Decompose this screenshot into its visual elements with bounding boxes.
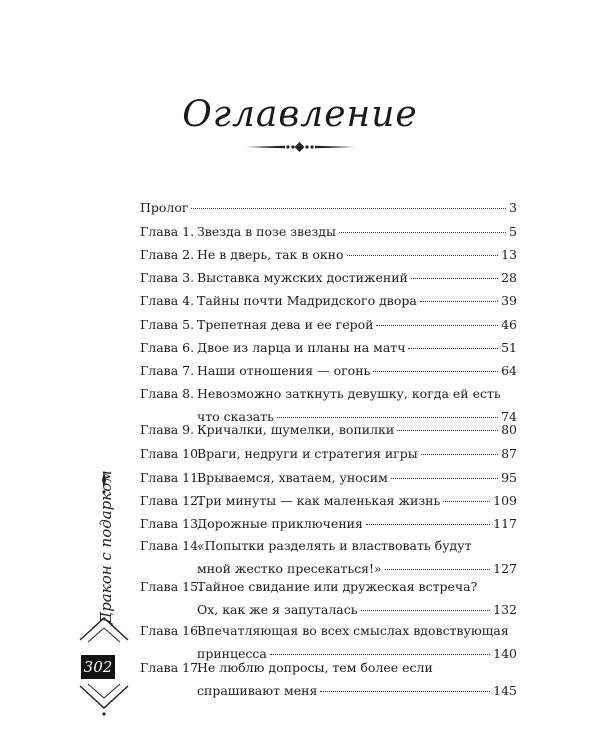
toc-entry-page: 5 (509, 224, 517, 239)
page-number: 302 (81, 655, 115, 679)
toc-entry-title: Пролог (140, 200, 189, 215)
toc-entry-page: 80 (501, 422, 517, 437)
toc-entry-page: 64 (501, 363, 517, 378)
toc-entry-page: 46 (501, 317, 517, 332)
toc-entry-title: Дорожные приключения (197, 516, 363, 531)
chapter-label: Глава 9. (140, 422, 195, 437)
dot-leader (361, 610, 491, 611)
dot-leader (320, 691, 490, 692)
dot-leader (376, 325, 498, 326)
chapter-label: Глава 6. (140, 340, 195, 355)
toc-entry-page: 140 (493, 646, 517, 661)
toc-entry-title: Не в дверь, так в окно (197, 247, 344, 262)
toc-entry-page: 74 (501, 409, 517, 424)
toc-entry-title: Выставка мужских достижений (197, 270, 408, 285)
chapter-label: Глава 13. (140, 516, 203, 531)
toc-entry-title: Впечатляющая во всех смыслах вдовствующая (197, 623, 509, 638)
toc-entry-title: Тайное свидание или дружеская встреча? (197, 579, 478, 594)
dot-leader (191, 208, 506, 209)
toc-entry-page: 95 (501, 470, 517, 485)
dot-leader (420, 301, 498, 302)
toc-entry-page: 51 (501, 340, 517, 355)
dot-leader (421, 454, 498, 455)
dot-leader (391, 478, 498, 479)
toc-entry-page: 132 (493, 602, 517, 617)
chapter-label: Глава 4. (140, 293, 195, 308)
dot-leader (347, 255, 499, 256)
dot-leader (443, 501, 490, 502)
dot-leader (411, 278, 498, 279)
chapter-label: Глава 1. (140, 224, 195, 239)
dot-leader (366, 524, 490, 525)
chapter-label: Глава 5. (140, 317, 195, 332)
toc-entry-title: Невозможно заткнуть девушку, когда ей есть (197, 386, 501, 401)
toc-entry-title: спрашивают меня (197, 683, 318, 698)
toc-entry-page: 3 (509, 200, 517, 215)
toc-entry-title: Ох, как же я запуталась (197, 602, 358, 617)
toc-entry-page: 117 (493, 516, 517, 531)
toc-entry-title: Врываемся, хватаем, уносим (197, 470, 388, 485)
toc-entry-title: Кричалки, шумелки, вопилки (197, 422, 395, 437)
chapter-label: Глава 17. (140, 660, 203, 675)
chapter-label: Глава 10. (140, 446, 203, 461)
toc-entry-page: 87 (501, 446, 517, 461)
toc-entry-title: мной жестко пресекаться!» (197, 561, 382, 576)
toc-entry-title: Двое из ларца и планы на матч (197, 340, 406, 355)
toc-entry-title: Звезда в позе звезды (197, 224, 336, 239)
dot-leader (277, 417, 498, 418)
toc-entry-title: Враги, недруги и стратегия игры (197, 446, 418, 461)
chapter-label: Глава 14. (140, 538, 203, 553)
dot-leader (408, 348, 498, 349)
toc-entry-title: Наши отношения — огонь (197, 363, 371, 378)
chapter-label: Глава 3. (140, 270, 195, 285)
toc-entry-page: 109 (493, 493, 517, 508)
toc-entry-title: Не люблю допросы, тем более если (197, 660, 433, 675)
toc-entry-page: 127 (493, 561, 517, 576)
toc-entry-title: что сказать (197, 409, 274, 424)
title-ornament (245, 140, 355, 154)
dot-leader (270, 654, 490, 655)
dot-leader (339, 232, 506, 233)
toc-entry-title: «Попытки разделять и властвовать будут (197, 538, 472, 553)
running-head-book-title: Дракон с подарком (97, 470, 115, 624)
dot-leader (397, 430, 498, 431)
chapter-label: Глава 2. (140, 247, 195, 262)
chapter-label: Глава 11. (140, 470, 203, 485)
toc-entry-title: Три минуты — как маленькая жизнь (197, 493, 441, 508)
toc-entry-page: 145 (493, 683, 517, 698)
chapter-label: Глава 8. (140, 386, 195, 401)
page-title: Оглавление (182, 94, 418, 135)
toc-entry-title: Тайны почти Мадридского двора (197, 293, 417, 308)
chapter-label: Глава 7. (140, 363, 195, 378)
chapter-label: Глава 15. (140, 579, 203, 594)
toc-entry-title: Трепетная дева и ее герой (197, 317, 374, 332)
dot-leader (385, 569, 490, 570)
dot-leader (373, 371, 498, 372)
chapter-label: Глава 16. (140, 623, 203, 638)
toc-entry-title: принцесса (197, 646, 267, 661)
toc-entry-page: 39 (501, 293, 517, 308)
toc-entry-page: 13 (501, 247, 517, 262)
chapter-label: Глава 12. (140, 493, 203, 508)
toc-entry-page: 28 (501, 270, 517, 285)
